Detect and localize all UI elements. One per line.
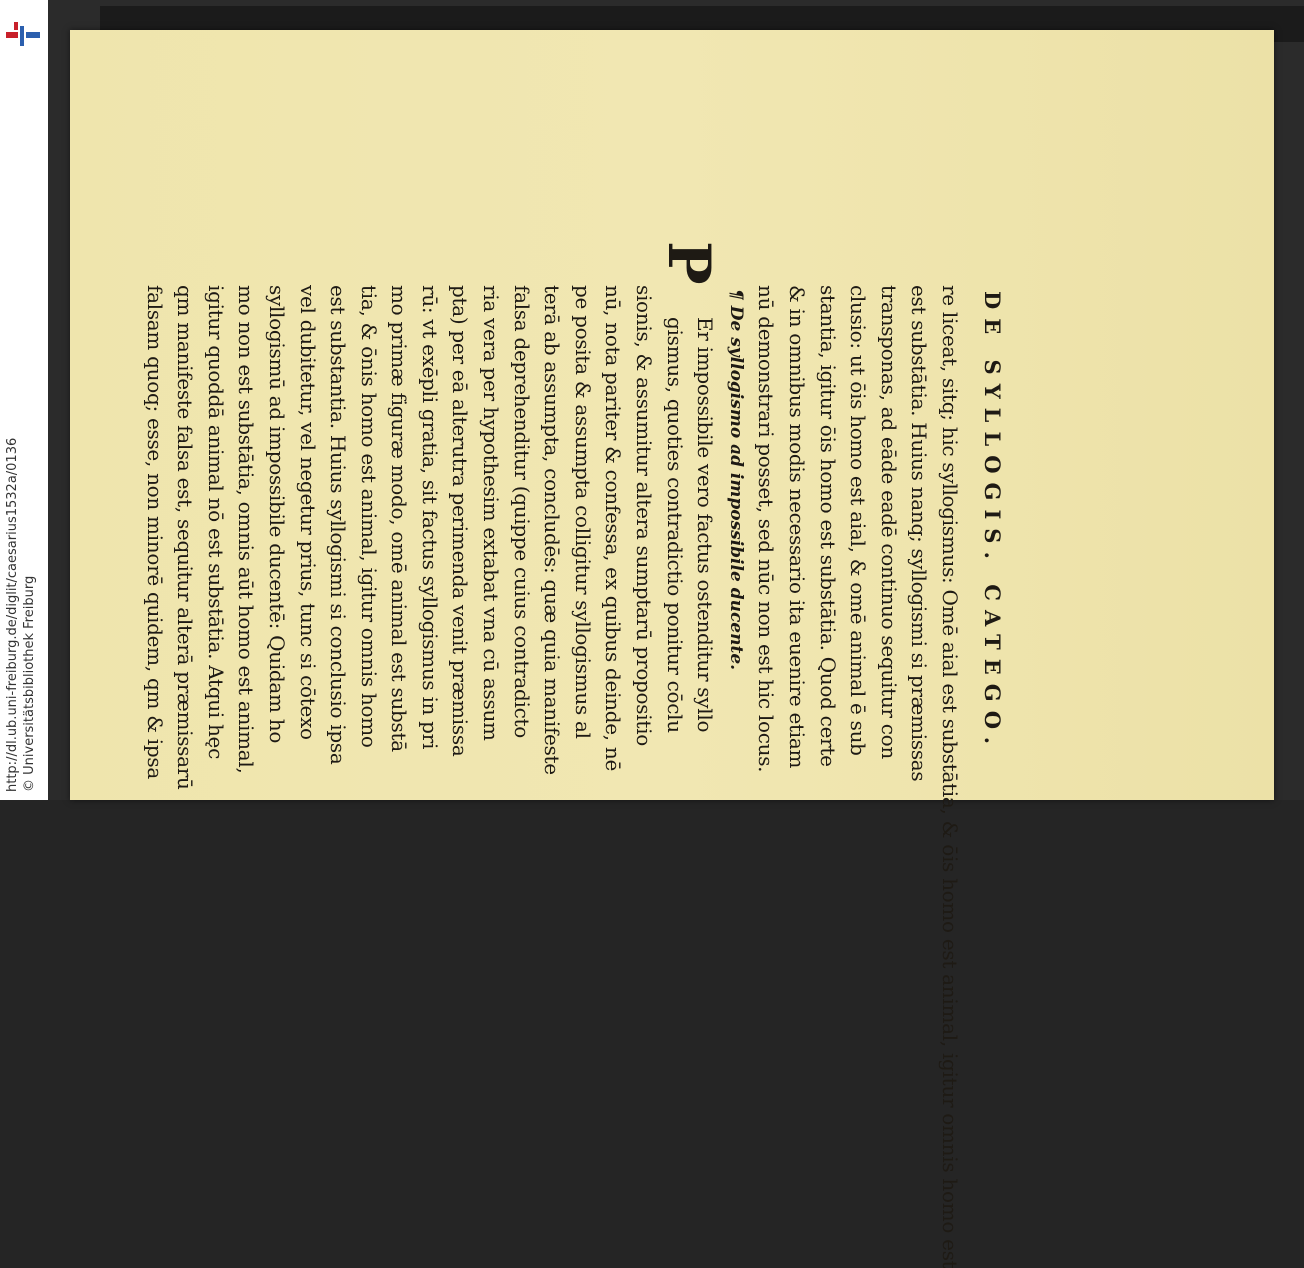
text-line: sionis, & assumitur altera sumptarū propositio bbox=[632, 285, 657, 746]
text-line: est substantia. Huius syllogismi si conclusio ipsa bbox=[326, 285, 351, 765]
paragraph-after bbox=[139, 285, 659, 790]
text-line: pe posita & assumpta colligitur syllogismus al bbox=[570, 285, 595, 739]
text-line: vel dubitetur, vel negetur prius, tunc si cōtexo bbox=[295, 285, 320, 740]
text-line: & in omnibus modis necessario ita euenire etiam bbox=[785, 285, 810, 769]
text-line: igitur quoddā animal nō est substātia. Atqui hęc bbox=[203, 285, 228, 759]
copyright-text: © Universitätsbibliothek Freiburg bbox=[22, 575, 37, 792]
text-line: est substātia. Huius nanq; syllogismi si præmissas bbox=[907, 285, 932, 782]
text-line: transponas, ad eāde eadē continuo sequitur con bbox=[876, 285, 901, 759]
text-line: falsa deprehenditur (quippe cuius contradicto bbox=[509, 285, 534, 739]
running-header: DE SYLLOGIS. CATEGO. bbox=[980, 291, 1005, 754]
text-line bbox=[934, 285, 965, 775]
text-line: qm manifeste falsa est, sequitur alterā præmissarū bbox=[173, 285, 198, 790]
paragraph-before bbox=[751, 285, 965, 782]
viewer-sidebar bbox=[0, 0, 48, 800]
text-line: falsam quoq; esse, non minorē quidem, qm & ipsa bbox=[142, 285, 167, 779]
text-line: clusio: ut ōis homo est aial, & omē animal ē sub bbox=[846, 285, 871, 756]
text-line: mo primæ figuræ modo, omē animal est substā bbox=[387, 285, 412, 752]
copyright-footer bbox=[0, 0, 48, 800]
section-subheading: ¶ De syllogismo ad impossibile ducente. bbox=[725, 289, 746, 671]
text-line: Er impossibile vero factus ostenditur syllo bbox=[693, 317, 718, 733]
page-text-block bbox=[139, 241, 1005, 790]
text-line: rū: vt exēpli gratia, sit factus syllogismus in pri bbox=[417, 285, 442, 750]
text-line: nū, nota pariter & confessa, ex quibus deinde, nē bbox=[601, 285, 626, 772]
text-line: stantia, igitur ōis homo est substātia. Quod certe bbox=[815, 285, 840, 767]
dropcap-lines bbox=[659, 285, 720, 775]
text-line: gismus, quoties contradictio ponitur cōclu bbox=[662, 317, 687, 733]
dropcap-letter: P bbox=[655, 241, 724, 285]
text-line: tia, & ōnis homo est animal, igitur omnis homo bbox=[356, 285, 381, 748]
text-line: ria vera per hypothesim extabat vna cū assum bbox=[479, 285, 504, 741]
document-url[interactable]: http://dl.ub.uni-freiburg.de/diglit/caesarius1532a/0136 bbox=[5, 437, 20, 792]
text-line: syllogismū ad impossibile ducentē: Quidam ho bbox=[264, 285, 289, 744]
text-line: pta) per eā alterutra perimenda venit præmissa bbox=[448, 285, 473, 757]
text-line: terā ab assumpta, concludēs: quæ quia manifeste bbox=[540, 285, 565, 775]
text-line: nū demonstrari posset, sed nūc non est hic locus. bbox=[754, 285, 779, 773]
dropcap-paragraph bbox=[655, 241, 724, 775]
text-line: mo non est substātia, omnis aūt homo est animal, bbox=[234, 285, 259, 774]
